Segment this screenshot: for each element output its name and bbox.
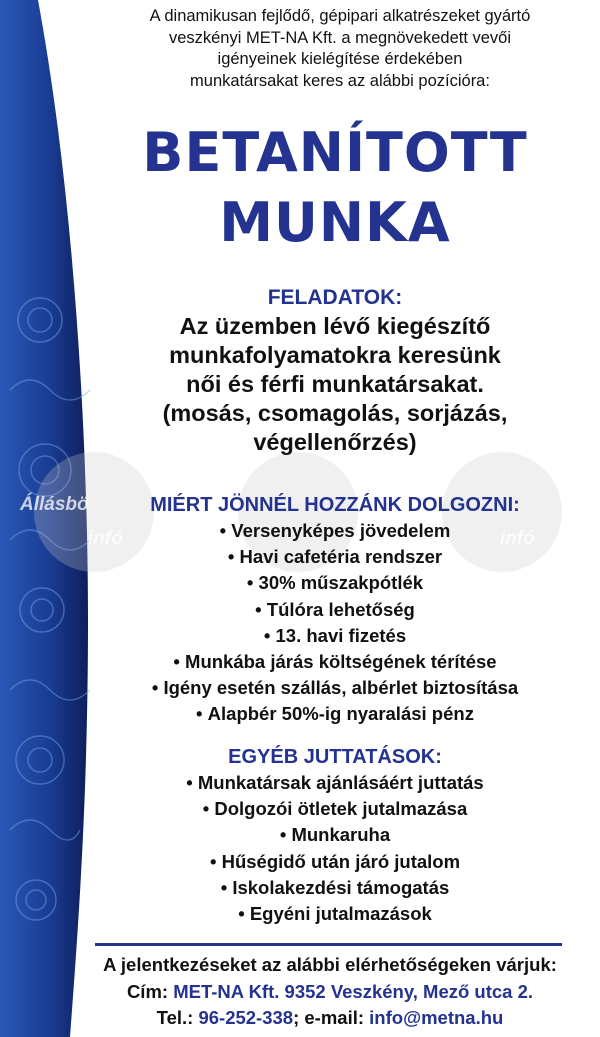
divider <box>95 943 562 946</box>
ad-content <box>60 0 600 1037</box>
email-link[interactable]: info@metna.hu <box>369 1007 504 1028</box>
phone-value: 96-252-338 <box>198 1007 294 1028</box>
watermark-sub-right: infó <box>500 528 535 549</box>
address-value: MET-NA Kft. 9352 Veszkény, Mező utca 2. <box>173 980 534 1002</box>
list-item: • Versenyképes jövedelem <box>70 518 600 544</box>
contact-intro: A jelentkezéseket az alábbi elérhetőségeken várjuk: <box>103 954 557 975</box>
contact-address <box>60 979 600 1006</box>
address-label: Cím: <box>126 980 169 1002</box>
tasks-line: Az üzemben lévő kiegészítő <box>179 313 491 339</box>
job-title <box>60 118 600 258</box>
list-item: • 13. havi fizetés <box>70 623 600 649</box>
tasks-line: női és férfi munkatársakat. <box>186 371 484 397</box>
list-item: • 30% műszakpótlék <box>70 570 600 596</box>
tasks-line: végellenőrzés) <box>253 429 417 455</box>
benefits-list <box>70 518 600 728</box>
list-item: • Munkaruha <box>70 822 600 848</box>
list-item: • Munkába járás költségének térítése <box>70 649 600 675</box>
list-item: • Igény esetén szállás, albérlet biztosítása <box>70 675 600 701</box>
list-item: • Havi cafetéria rendszer <box>70 544 600 570</box>
list-item: • Hűségidő után járó jutalom <box>70 849 600 875</box>
list-item: • Iskolakezdési támogatás <box>70 875 600 901</box>
tasks-heading: FELADATOK: <box>267 286 403 309</box>
list-item: • Túlóra lehetőség <box>70 597 600 623</box>
tasks-line: munkafolyamatokra keresünk <box>169 342 501 368</box>
watermark-sub-left: infó <box>88 528 123 549</box>
tasks-line: (mosás, csomagolás, sorjázás, <box>162 400 508 426</box>
other-benefits-heading: EGYÉB JUTTATÁSOK: <box>228 746 442 768</box>
watermark-text-left: Állásbö <box>20 494 89 515</box>
job-title-line2: MUNKA <box>219 191 451 254</box>
other-benefits-list <box>70 770 600 927</box>
list-item: • Alapbér 50%-ig nyaralási pénz <box>70 701 600 727</box>
other-benefits-section <box>60 744 600 927</box>
contact-section <box>60 952 600 1032</box>
tasks-section <box>60 284 600 457</box>
benefits-section <box>60 492 600 728</box>
phone-label: Tel.: <box>156 1007 194 1028</box>
list-item: • Munkatársak ajánlásáért juttatás <box>70 770 600 796</box>
list-item: • Dolgozói ötletek jutalmazása <box>70 796 600 822</box>
list-item: • Egyéni jutalmazások <box>70 901 600 927</box>
contact-phone-email <box>60 1005 600 1032</box>
job-title-line1: BETANÍTOTT <box>142 121 528 184</box>
intro-text: A dinamikusan fejlődő, gépipari alkatrészeket gyártó veszkényi MET-NA Kft. a megnövekedett vevői igényeinek kielégítése érdekében munkatársakat keres az alábbi pozícióra: <box>149 7 531 90</box>
email-label: ; e-mail: <box>293 1007 365 1028</box>
benefits-heading: MIÉRT JÖNNÉL HOZZÁNK DOLGOZNI: <box>150 494 520 516</box>
